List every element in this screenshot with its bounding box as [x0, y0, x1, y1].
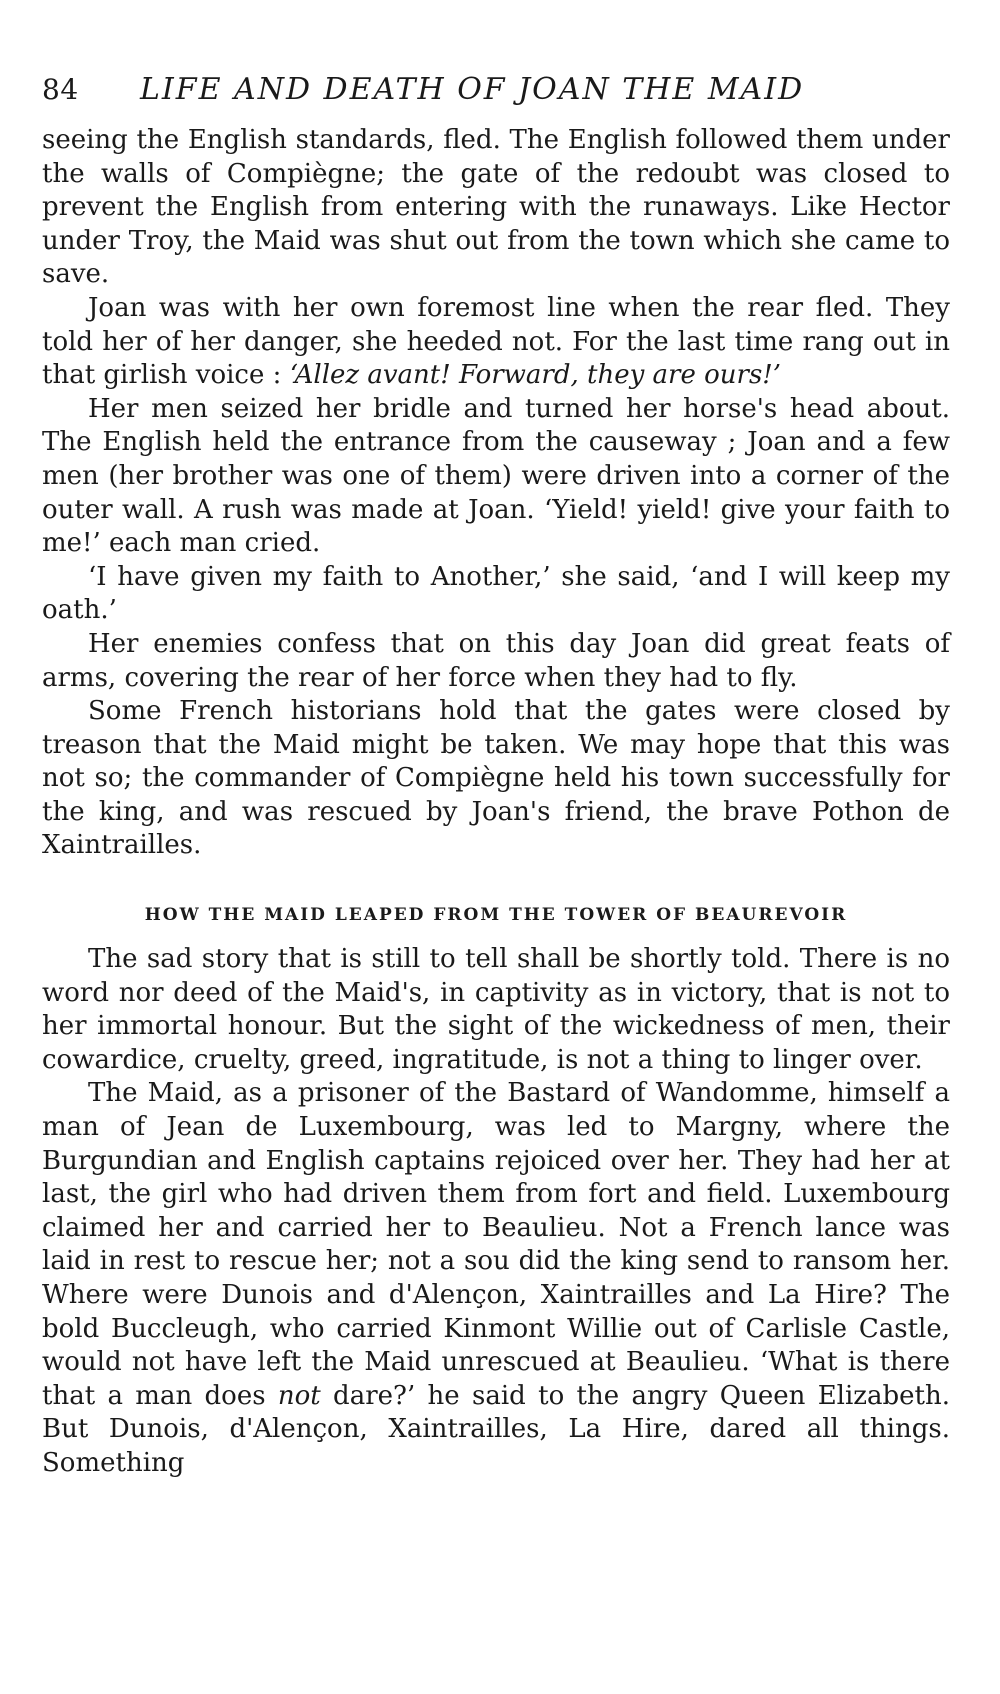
italic-word: not — [277, 1380, 321, 1411]
paragraph-text: Joan was with her own foremost line when the rear fled. They told her of her danger, she heeded not. For the last time rang out in that girlish voice : — [42, 292, 950, 391]
paragraph-text: The Maid, as a prisoner of the Bastard of Wandomme, himself a man of Jean de Luxembourg, was led to Margny, where the Burgundian and English captains rejoiced over her. They had her at last, the girl who had driven them from fort and field. Luxembourg claimed her and carried her to Beaulieu. Not a French lance was laid in rest to rescue her; not a sou did the king send to ransom her. Where were Dunois and d'Alençon, Xaintrailles and La Hire? The bold Buccleugh, who carried Kinmont Willie out of Carlisle Castle, would not have left the Maid unrescued at Beaulieu. ‘What is there that a man does — [42, 1078, 950, 1411]
paragraph — [42, 292, 950, 393]
section-one-text — [42, 124, 950, 863]
running-title: LIFE AND DEATH OF JOAN THE MAID — [140, 72, 805, 107]
section-heading: HOW THE MAID LEAPED FROM THE TOWER OF BEAUREVOIR — [144, 905, 848, 926]
paragraph: seeing the English standards, fled. The English followed them under the walls of Compiègne; the gate of the redoubt was closed to prevent the English from entering with the runaways. Like Hector under Troy, the Maid was shut out from the town which she came to save. — [42, 125, 950, 290]
paragraph — [42, 1077, 950, 1480]
paragraph: The sad story that is still to tell shall be shortly told. There is no word nor deed of the Maid's, in captivity as in victory, that is not to her immortal honour. But the sight of the wickedness of men, their cowardice, cruelty, greed, ingratitude, is not a thing to linger over. — [42, 944, 950, 1075]
paragraph: Her men seized her bridle and turned her horse's head about. The English held the entrance from the causeway ; Joan and a few men (her brother was one of them) were driven into a corner of the outer wall. A rush was made at Joan. ‘Yield! yield! give your faith to me!’ each man cried. — [42, 393, 950, 559]
paragraph-text: dare?’ he said to the angry Queen Elizabeth. But Dunois, d'Alençon, Xaintrailles, La Hire, dared all things. Something — [42, 1380, 950, 1478]
paragraph: Her enemies confess that on this day Joan did great feats of arms, covering the rear of her force when they had to fly. — [42, 628, 950, 693]
italic-quote: ‘Allez avant! Forward, they are ours!’ — [289, 360, 782, 391]
paragraph: Some French historians hold that the gates were closed by treason that the Maid might be taken. We may hope that this was not so; the commander of Compiègne held his town successfully for the king, and was rescued by Joan's friend, the brave Pothon de Xaintrailles. — [42, 696, 950, 861]
book-page — [42, 72, 950, 1481]
running-head — [42, 72, 950, 124]
page-number: 84 — [42, 73, 79, 106]
paragraph: ‘I have given my faith to Another,’ she said, ‘and I will keep my oath.’ — [42, 561, 950, 626]
section-two-text — [42, 943, 950, 1481]
